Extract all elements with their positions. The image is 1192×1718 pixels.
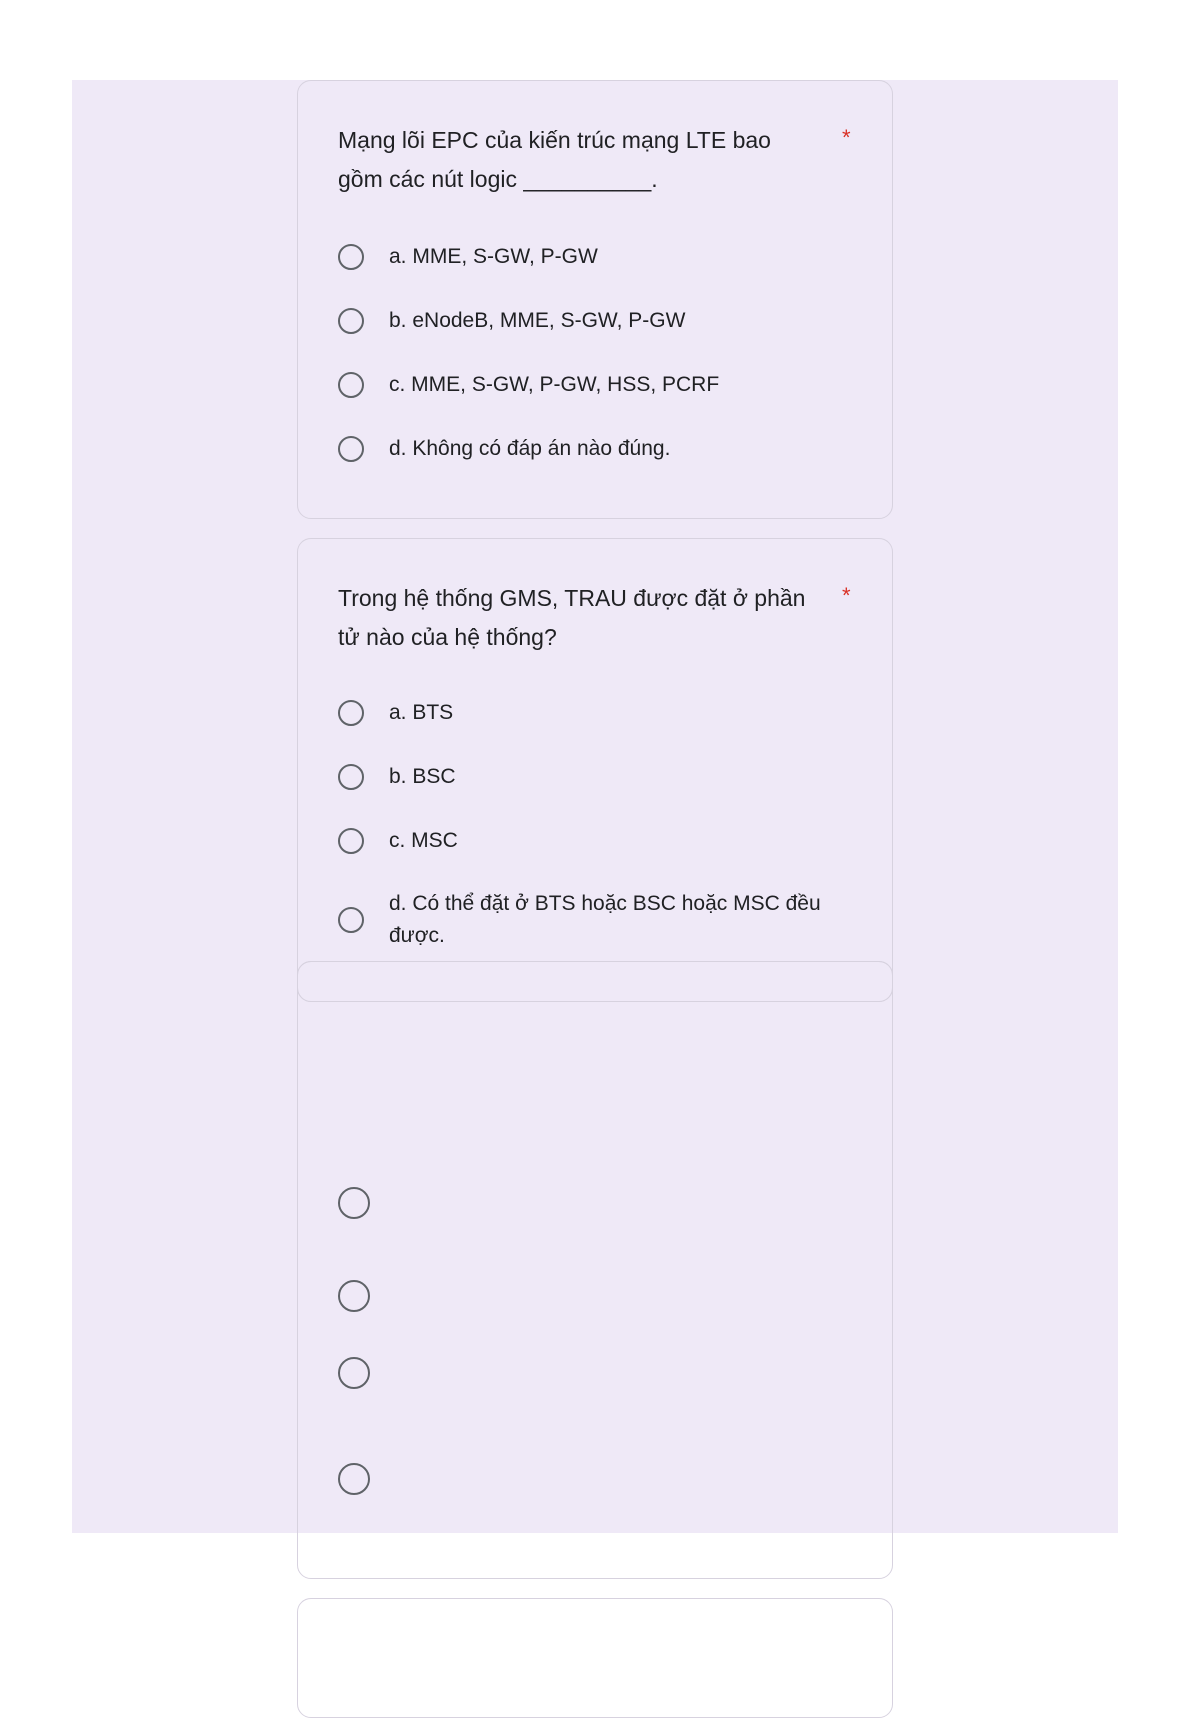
radio-button-icon[interactable] <box>338 436 364 462</box>
radio-button-icon[interactable] <box>338 1463 370 1495</box>
option-label: c. MSC <box>389 829 458 852</box>
required-asterisk: * <box>842 125 851 150</box>
option-label: a. BTS <box>389 701 454 724</box>
required-asterisk: * <box>842 583 851 608</box>
radio-button-icon[interactable] <box>338 764 364 790</box>
option-a[interactable] <box>338 693 858 733</box>
option-label: d. Có thể đặt ở BTS hoặc BSC hoặc MSC đều được. <box>389 892 821 947</box>
option-b[interactable] <box>338 301 858 341</box>
option-d[interactable] <box>338 887 858 953</box>
option-b[interactable] <box>338 757 858 797</box>
radio-button-icon[interactable] <box>338 372 364 398</box>
radio-button-icon[interactable] <box>338 907 364 933</box>
option-c[interactable] <box>338 821 858 861</box>
option-label: b. BSC <box>389 765 456 788</box>
radio-button-icon[interactable] <box>338 308 364 334</box>
question-card-3 <box>297 961 893 1579</box>
option-label: c. MME, S-GW, P-GW, HSS, PCRF <box>389 373 720 396</box>
question-card-4 <box>297 1598 893 1718</box>
radio-button-icon[interactable] <box>338 1357 370 1389</box>
question-title: Mạng lõi EPC của kiến trúc mạng LTE bao gồm các nút logic __________. <box>338 127 771 192</box>
radio-button-icon[interactable] <box>338 1280 370 1312</box>
radio-button-icon[interactable] <box>338 828 364 854</box>
question-card-1 <box>297 80 893 519</box>
question-card-2 <box>297 538 893 1002</box>
option-label: b. eNodeB, MME, S-GW, P-GW <box>389 309 686 332</box>
question-title: Trong hệ thống GMS, TRAU được đặt ở phần tử nào của hệ thống? <box>338 585 806 650</box>
option-d[interactable] <box>338 429 858 469</box>
option-label: d. Không có đáp án nào đúng. <box>389 437 671 460</box>
option-c[interactable] <box>338 365 858 405</box>
radio-button-icon[interactable] <box>338 700 364 726</box>
radio-button-icon[interactable] <box>338 1187 370 1219</box>
radio-button-icon[interactable] <box>338 244 364 270</box>
option-a[interactable] <box>338 237 858 277</box>
option-label: a. MME, S-GW, P-GW <box>389 245 598 268</box>
